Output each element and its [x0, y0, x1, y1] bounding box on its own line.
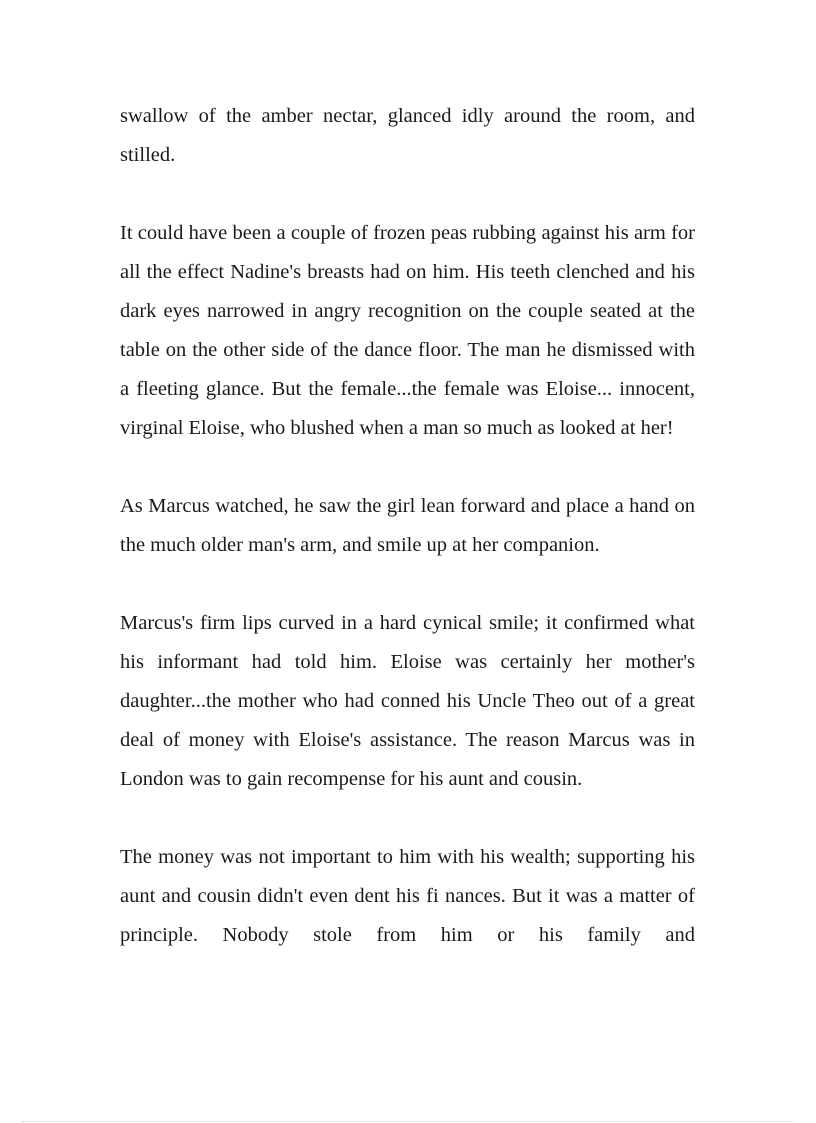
paragraph-1: swallow of the amber nectar, glanced idly around the room, and stilled.	[120, 105, 695, 166]
paragraph-5: The money was not important to him with his wealth; supporting his aunt and cousin didn't even dent his fi nances. But it was a matter of principle. Nobody stole from him or his family and	[120, 846, 695, 946]
page-body-text	[120, 97, 695, 994]
page-bottom-divider	[22, 1121, 794, 1122]
paragraph-2: It could have been a couple of frozen peas rubbing against his arm for all the effect Nadine's breasts had on him. His teeth clenched and his dark eyes narrowed in angry recognition on the couple seated at the table on the other side of the dance floor. The man he dismissed with a fleeting glance. But the female...the female was Eloise... innocent, virginal Eloise, who blushed when a man so much as looked at her!	[120, 222, 695, 439]
paragraph-4: Marcus's firm lips curved in a hard cynical smile; it confirmed what his informant had told him. Eloise was certainly her mother's daughter...the mother who had conned his Uncle Theo out of a great deal of money with Eloise's assistance. The reason Marcus was in London was to gain recompense for his aunt and cousin.	[120, 612, 695, 790]
paragraph-3: As Marcus watched, he saw the girl lean forward and place a hand on the much older man's arm, and smile up at her companion.	[120, 495, 695, 556]
